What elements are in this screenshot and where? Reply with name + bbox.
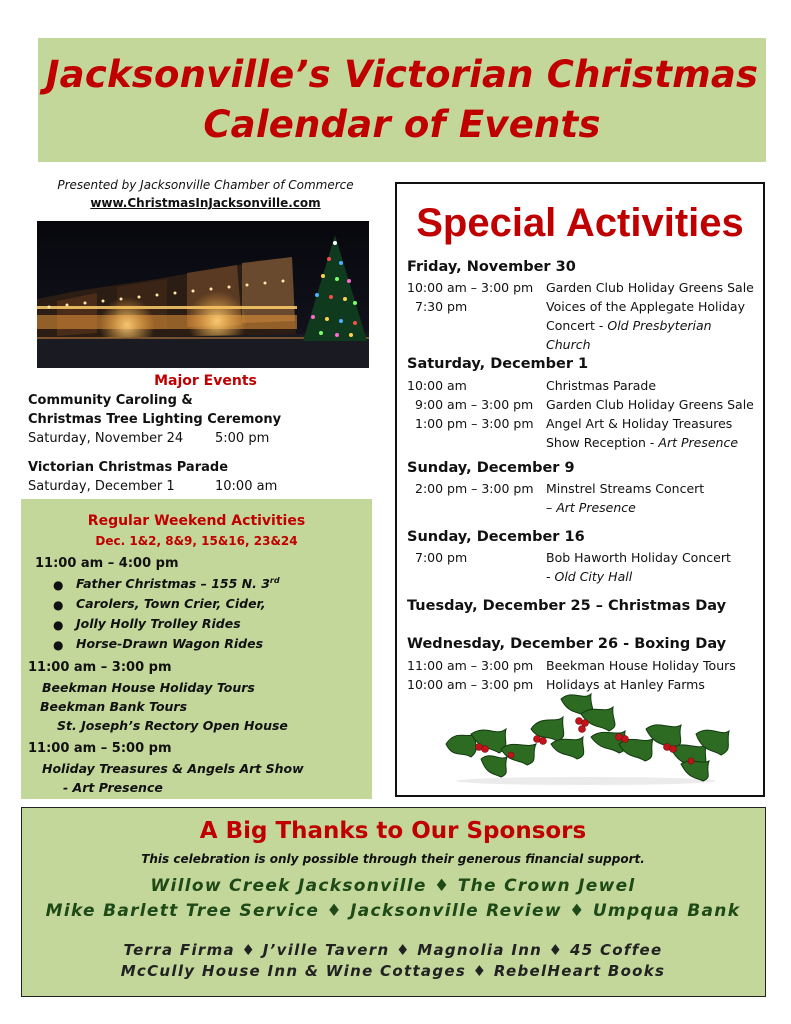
- website-link[interactable]: www.ChristmasInJacksonville.com: [90, 196, 321, 210]
- event-desc: – Art Presence: [546, 500, 636, 515]
- event-desc: Christmas Parade: [546, 378, 657, 393]
- event-desc: - Old City Hall: [546, 569, 633, 584]
- event-time: 1:00 pm – 3:00 pm: [415, 416, 534, 431]
- event-desc: Voices of the Applegate Holiday: [546, 299, 745, 314]
- title-line-2: Calendar of Events: [203, 103, 601, 146]
- day-tue-dec25: Tuesday, December 25 – Christmas Day: [407, 598, 727, 614]
- victorian-street-night-photo: [37, 221, 369, 368]
- weekend-item-rectory: St. Joseph’s Rectory Open House: [57, 718, 288, 733]
- sponsors-line-3: Terra Firma ♦ J’ville Tavern ♦ Magnolia Inn ♦ 45 Coffee: [123, 941, 663, 959]
- day-wed-dec26: Wednesday, December 26 - Boxing Day: [407, 636, 727, 652]
- special-activities-box: [395, 182, 765, 797]
- sponsors-subheading: This celebration is only possible through their generous financial support.: [141, 852, 645, 866]
- event-desc: Beekman House Holiday Tours: [546, 658, 736, 673]
- weekend-dates: Dec. 1&2, 8&9, 15&16, 23&24: [95, 534, 298, 548]
- special-activities-heading: Special Activities: [416, 201, 744, 245]
- parade-date: Saturday, December 1: [28, 479, 175, 494]
- sponsors-heading: A Big Thanks to Our Sponsors: [199, 818, 587, 844]
- event-desc: Holidays at Hanley Farms: [546, 677, 705, 692]
- event-desc: Bob Haworth Holiday Concert: [546, 550, 731, 565]
- event-desc: Concert - Old Presbyterian: [546, 318, 712, 333]
- parade-title: Victorian Christmas Parade: [28, 460, 229, 475]
- event-time: 10:00 am – 3:00 pm: [407, 677, 534, 692]
- event-desc: Angel Art & Holiday Treasures: [546, 416, 733, 431]
- bullet-icon: ●: [53, 618, 64, 632]
- event-time: 10:00 am: [407, 378, 467, 393]
- day-sun-dec9: Sunday, December 9: [407, 460, 575, 476]
- caroling-title-1: Community Caroling &: [28, 393, 193, 408]
- weekend-item-beekman-bank: Beekman Bank Tours: [40, 699, 188, 714]
- bullet-icon: ●: [53, 638, 64, 652]
- event-time: 11:00 am – 3:00 pm: [407, 658, 534, 673]
- major-events-heading: Major Events: [154, 373, 257, 389]
- weekend-activities-panel: [21, 499, 372, 799]
- day-sun-dec16: Sunday, December 16: [407, 529, 585, 545]
- weekend-item-wagon: Horse-Drawn Wagon Rides: [76, 636, 264, 651]
- parade-time: 10:00 am: [215, 479, 278, 494]
- caroling-date: Saturday, November 24: [28, 431, 184, 446]
- weekend-block1-time: 11:00 am – 4:00 pm: [35, 556, 179, 571]
- event-time: 2:00 pm – 3:00 pm: [415, 481, 534, 496]
- bullet-icon: ●: [53, 598, 64, 612]
- weekend-item-art-presence: - Art Presence: [63, 780, 163, 795]
- weekend-heading: Regular Weekend Activities: [87, 513, 306, 529]
- event-desc: Garden Club Holiday Greens Sale: [546, 280, 754, 295]
- caroling-title-2: Christmas Tree Lighting Ceremony: [28, 412, 282, 427]
- event-time: 10:00 am – 3:00 pm: [407, 280, 534, 295]
- title-banner: [38, 38, 766, 162]
- presented-by: Presented by Jacksonville Chamber of Commerce: [57, 178, 354, 192]
- event-desc: Show Reception - Art Presence: [546, 435, 739, 450]
- day-sat-dec1: Saturday, December 1: [407, 356, 589, 372]
- street-photo-svg: [37, 221, 369, 368]
- event-time: 7:00 pm: [415, 550, 468, 565]
- bullet-icon: ●: [53, 578, 64, 592]
- weekend-block3-time: 11:00 am – 5:00 pm: [28, 741, 172, 756]
- event-desc: Minstrel Streams Concert: [546, 481, 705, 496]
- sponsors-line-4: McCully House Inn & Wine Cottages ♦ RebelHeart Books: [120, 962, 666, 980]
- sponsors-panel: [21, 807, 766, 997]
- weekend-item-father-christmas: Father Christmas – 155 N. 3rd: [76, 576, 280, 592]
- sponsors-line-1: Willow Creek Jacksonville ♦ The Crown Jewel: [150, 876, 636, 896]
- holly-garland-icon: [441, 689, 731, 789]
- sponsors-line-2: Mike Barlett Tree Service ♦ Jacksonville Review ♦ Umpqua Bank: [45, 901, 741, 921]
- event-time: 7:30 pm: [415, 299, 468, 314]
- title-line-1: Jacksonville’s Victorian Christmas: [45, 53, 759, 96]
- weekend-item-art-show: Holiday Treasures & Angels Art Show: [42, 761, 304, 776]
- weekend-item-trolley: Jolly Holly Trolley Rides: [76, 616, 241, 631]
- weekend-item-beekman-house: Beekman House Holiday Tours: [42, 680, 255, 695]
- event-desc: Garden Club Holiday Greens Sale: [546, 397, 754, 412]
- event-time: 9:00 am – 3:00 pm: [415, 397, 534, 412]
- weekend-item-carolers: Carolers, Town Crier, Cider,: [76, 596, 266, 611]
- caroling-time: 5:00 pm: [215, 431, 270, 446]
- weekend-block2-time: 11:00 am – 3:00 pm: [28, 660, 172, 675]
- event-desc: Church: [546, 337, 591, 352]
- day-fri-nov30: Friday, November 30: [407, 259, 576, 275]
